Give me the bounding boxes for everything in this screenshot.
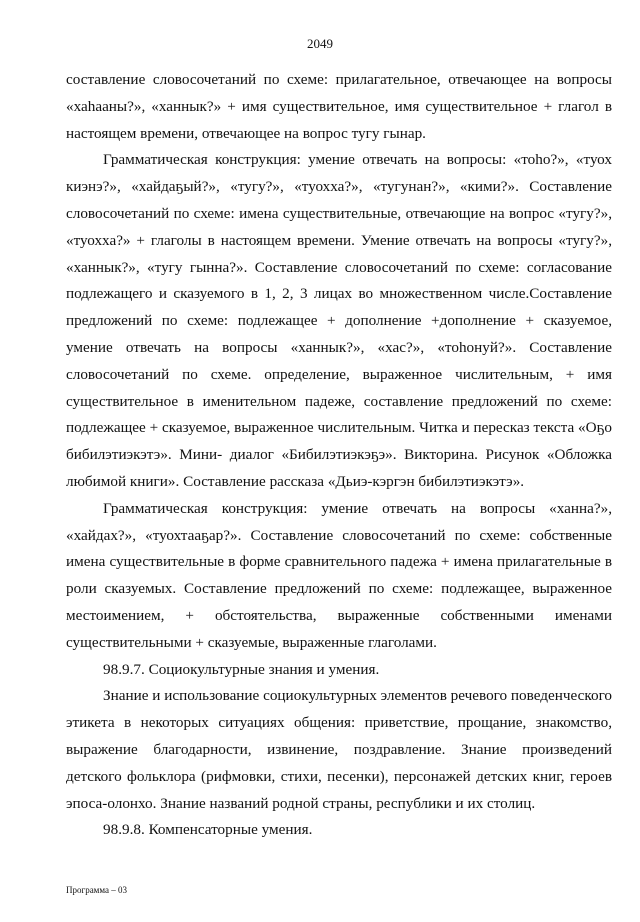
paragraph-word-combinations: составление словосочетаний по схеме: прилагательное, отвечающее на вопросы «хаhааны?», «ханнык?» + имя существительное, имя существительное + глагол в настоящем времени, отвечающее на вопрос тугу гынар. [66, 71, 612, 142]
page-number: 2049 [307, 36, 333, 51]
document-body [66, 67, 612, 844]
section-heading-compensatory: 98.9.8. Компенсаторные умения. [103, 821, 313, 839]
paragraph-grammar-construction-2: Грамматическая конструкция: умение отвечать на вопросы «ханна?», «хайдах?», «туохтааҕар?». Составление словосочетаний по схеме: собственные имена существительные в форме сравнительного падежа + имена прилагательные в роли сказуемых. Составление предложений по схеме: подлежащее, выраженное местоимением, + обстоятельства, выраженные собственными именами существительными + сказуемые, выраженные глаголами. [66, 499, 612, 651]
paragraph-sociocultural: Знание и использование социокультурных элементов речевого поведенческого этикета в некоторых ситуациях общения: приветствие, прощание, знакомство, выражение благодарности, извинение, поздравление. Знание произведений детского фольклора (рифмовки, стихи, песенки), персонажей детских книг, героев эпоса-олонхо. Знание названий родной страны, республики и их столиц. [66, 687, 613, 812]
paragraph-grammar-construction-1: Грамматическая конструкция: умение отвечать на вопросы: «тоhо?», «туох киэнэ?», «хайдаҕый?», «тугу?», «туохха?», «тугунан?», «кими?». Составление словосочетаний по схеме: имена существительные, отвечающие на вопрос «тугу?», «туохха?» + глаголы в настоящем времени. Умение отвечать на вопросы «тугу?», «ханнык?», «тугу гынна?». Составление словосочетаний по схеме: согласование подлежащего и сказуемого в 1, 2, 3 лицах во множественном числе.Составление предложений по схеме: подлежащее + дополнение +дополнение + сказуемое, умение отвечать на вопросы «ханнык?», «хас?», «тоhонуй?». Составление словосочетаний по схеме. определение, выраженное числительным, + имя существительное в именительном падеже, составление предложений по схеме: подлежащее + сказуемое, выраженное числительным. Читка и пересказ текста «Оҕо бибилэтиэкэтэ». Мини- диалог «Бибилэтиэкэҕэ». Викторина. Рисунок «Обложка любимой книги». Составление рассказа «Дьиэ-кэргэн бибилэтиэкэтэ». [66, 151, 612, 490]
section-heading-sociocultural: 98.9.7. Социокультурные знания и умения. [103, 660, 380, 678]
page-footer: Программа – 03 [66, 885, 128, 895]
